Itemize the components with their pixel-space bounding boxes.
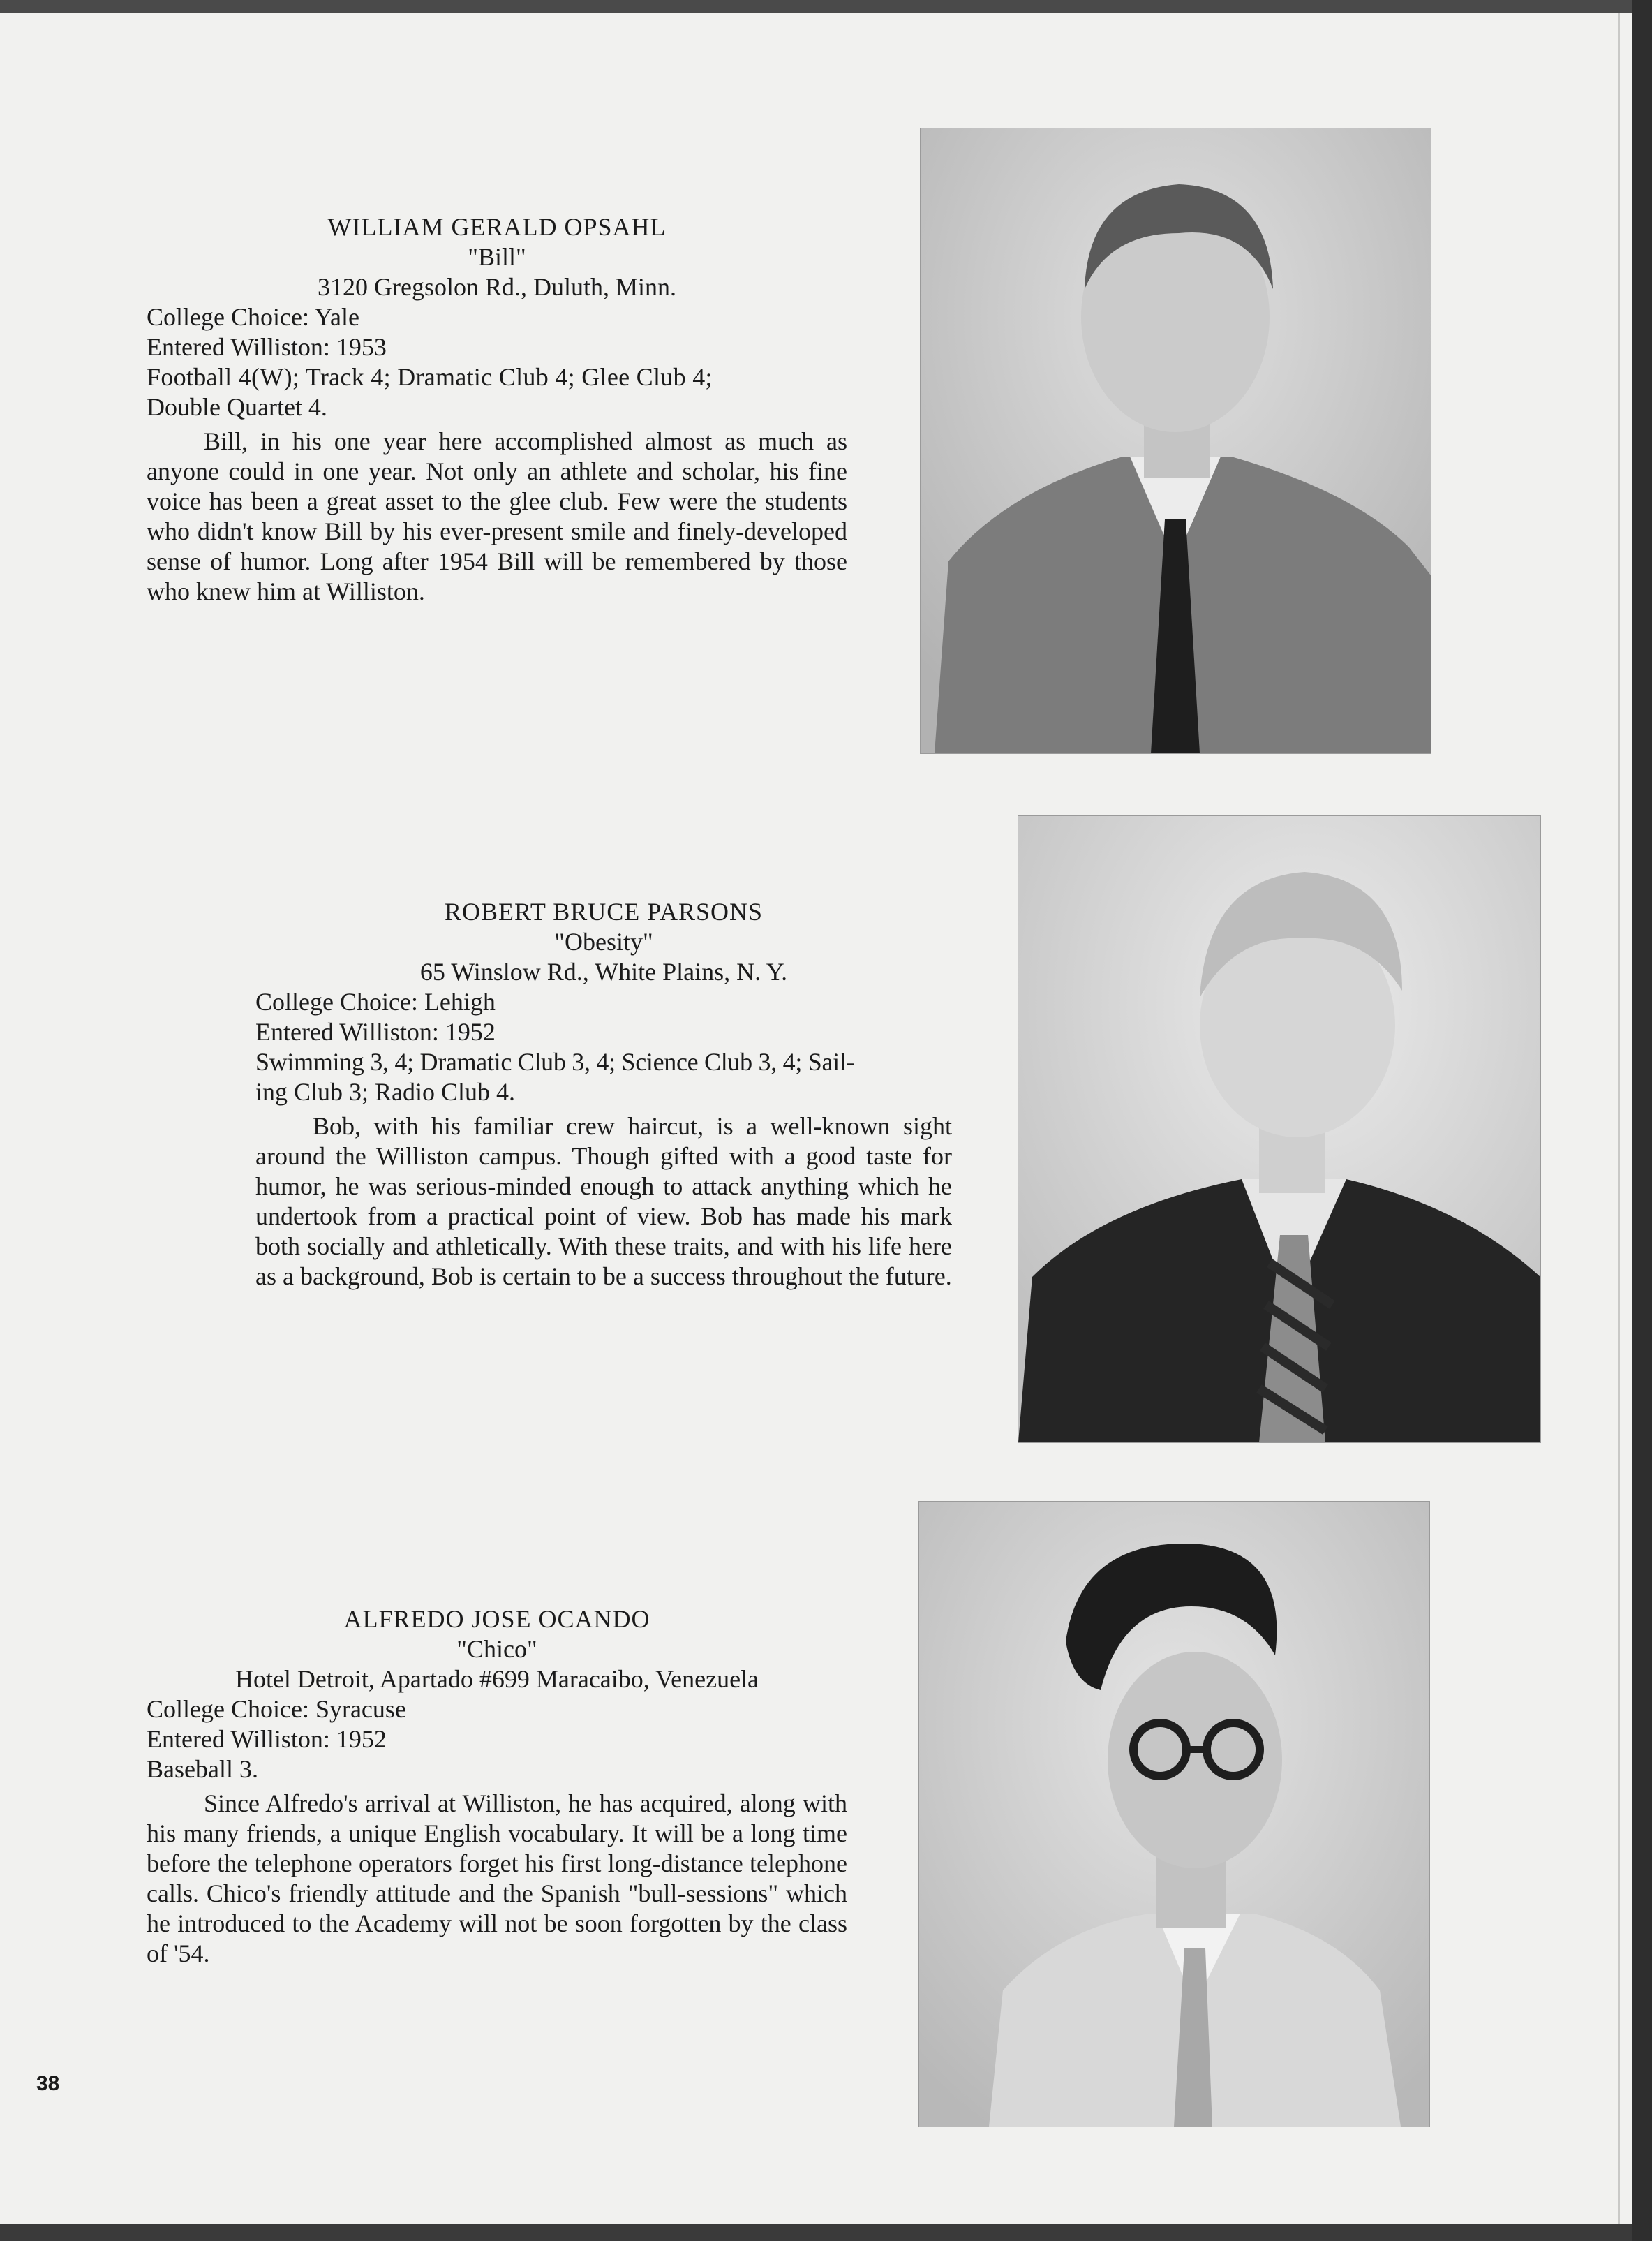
entered-date: Entered Williston: 1952 [255,1018,496,1046]
page-gutter [1618,13,1620,2224]
portrait-image [1018,816,1540,1442]
activities-line: Baseball 3. [147,1755,258,1783]
activities-line: Football 4(W); Track 4; Dramatic Club 4; Glee Club 4; [147,363,713,391]
scan-edge-right [1632,0,1652,2241]
portrait-photo-parsons [1018,815,1541,1443]
student-address: 65 Winslow Rd., White Plains, N. Y. [419,958,788,986]
page-number: 38 [36,2072,60,2095]
entered-date: Entered Williston: 1952 [147,1725,387,1753]
portrait-photo-opsahl [920,128,1431,754]
student-nickname: "Bill" [468,243,526,271]
activities-line: Double Quartet 4. [147,393,327,421]
senior-entry-ocando [147,1604,847,1969]
college-choice: College Choice: Yale [147,303,359,331]
student-address: Hotel Detroit, Apartado #699 Maracaibo, Venezuela [235,1665,759,1693]
college-choice: College Choice: Syracuse [147,1695,406,1723]
scan-edge-bottom [0,2224,1632,2241]
student-name: ALFREDO JOSE OCANDO [343,1605,650,1633]
student-bio: Since Alfredo's arrival at Williston, he has acquired, along with his many friends, a unique English vocabulary. It will be a long time before the telephone operators forget his first long-distance telephone calls. Chico's friendly attitude and the Spanish "bull-sessions" which he introduced to the Academy will not be soon forgotten by the class of '54. [147,1789,847,1967]
senior-entry-opsahl [147,212,847,607]
student-bio: Bill, in his one year here accomplished almost as much as anyone could in one year. Not only an athlete and scholar, his fine voice has been a great asset to the glee club. Few were the students who didn't know Bill by his ever-present smile and finely-developed sense of humor. Long after 1954 Bill will be remembered by those who knew him at Williston. [147,427,847,605]
portrait-photo-ocando [918,1501,1430,2127]
student-name: WILLIAM GERALD OPSAHL [327,213,667,241]
student-bio: Bob, with his familiar crew haircut, is a well-known sight around the Williston campus. Though gifted with a good taste for humor, he was serious-minded enough to attack anything which he undertook from a practical point of view. Bob has made his mark both socially and athletically. With these traits, and with his life here as a background, Bob is certain to be a success throughout the future. [255,1112,952,1290]
student-nickname: "Obesity" [554,928,653,956]
portrait-image [919,1502,1429,2127]
senior-entry-parsons [255,897,952,1292]
student-nickname: "Chico" [456,1635,537,1663]
activities-line: ing Club 3; Radio Club 4. [255,1078,516,1106]
student-name: ROBERT BRUCE PARSONS [445,898,763,926]
portrait-image [921,128,1431,753]
entered-date: Entered Williston: 1953 [147,333,387,361]
student-address: 3120 Gregsolon Rd., Duluth, Minn. [317,273,676,301]
college-choice: College Choice: Lehigh [255,988,496,1016]
activities-line: Swimming 3, 4; Dramatic Club 3, 4; Science Club 3, 4; Sail- [255,1048,855,1076]
